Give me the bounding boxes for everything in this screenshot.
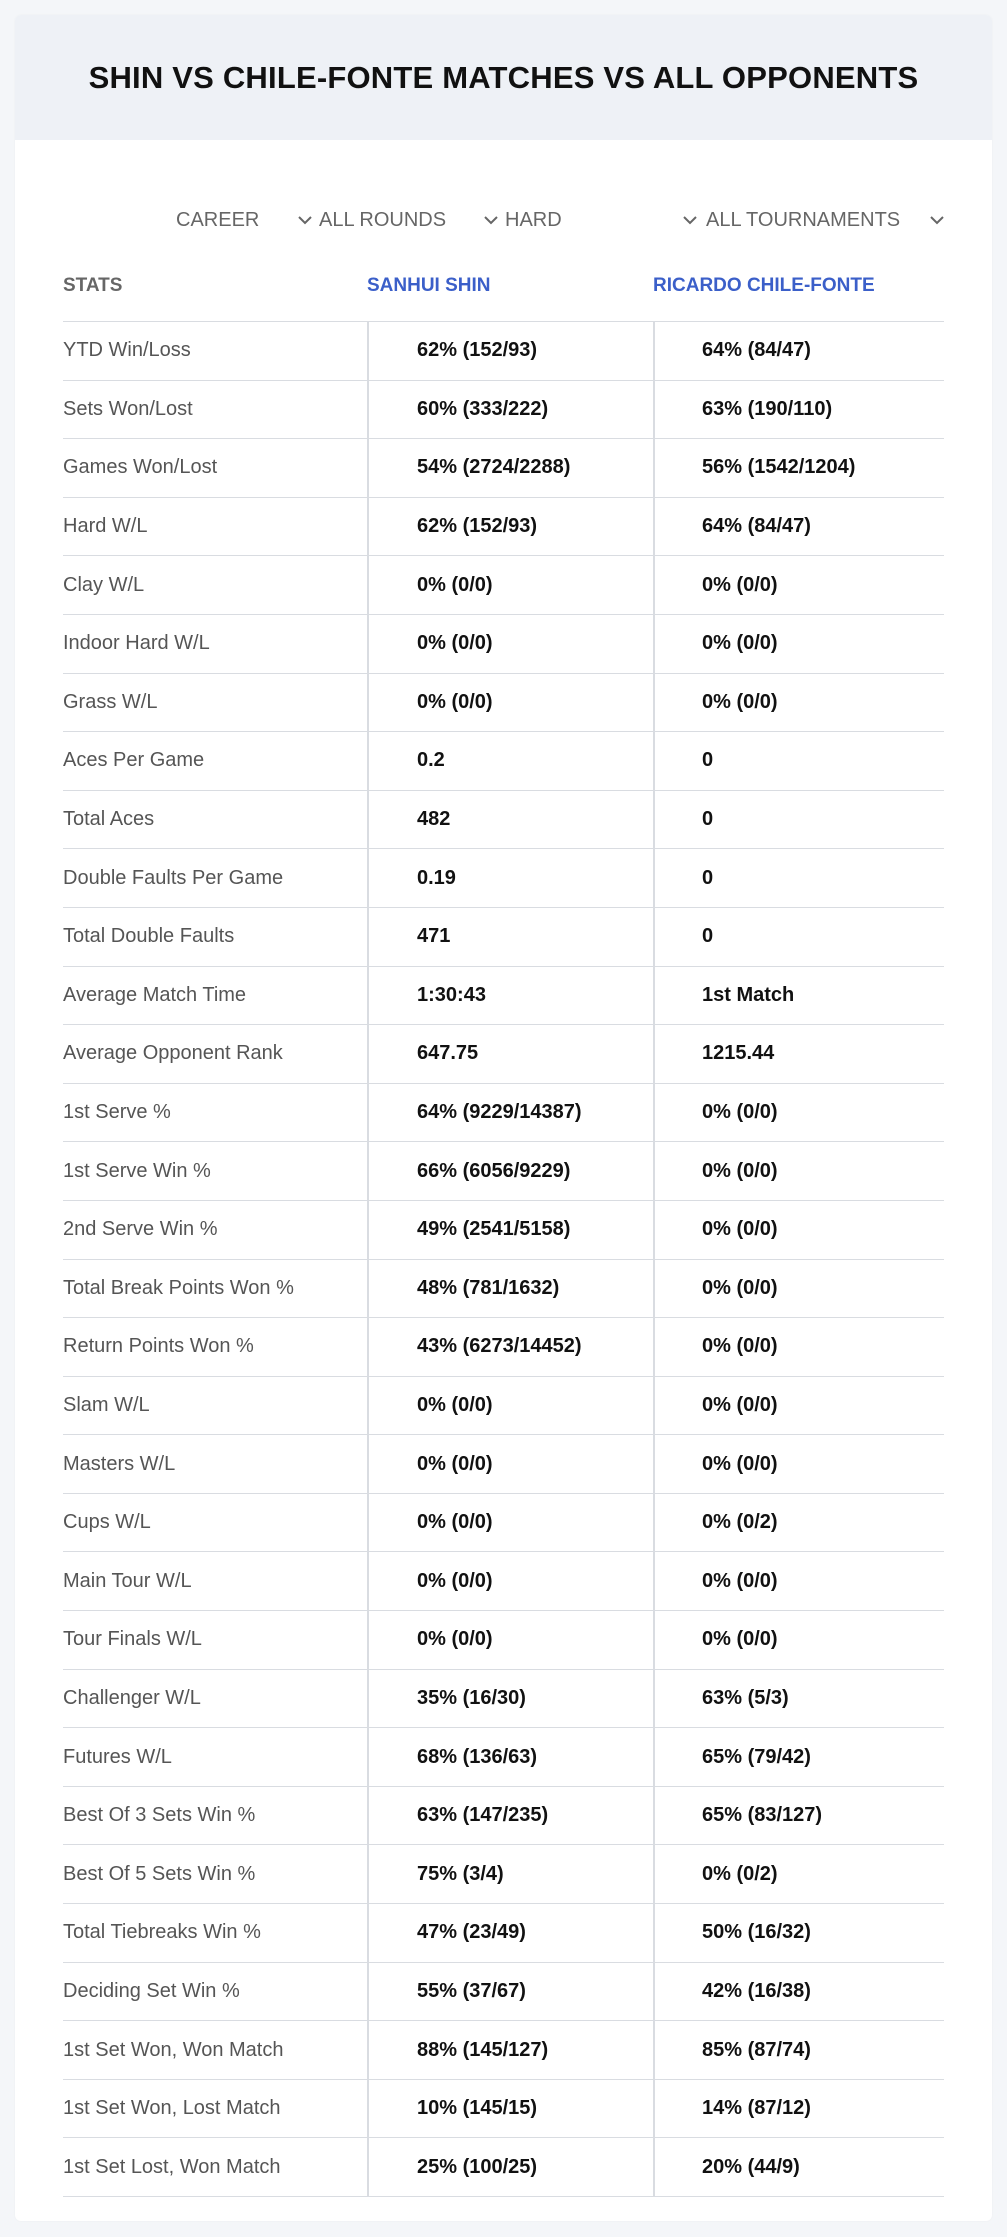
- stat-label: Aces Per Game: [63, 749, 205, 772]
- table-row: [63, 615, 944, 674]
- stat-label: Indoor Hard W/L: [63, 632, 210, 655]
- player2-value: 0% (0/2): [653, 1845, 944, 1903]
- table-row: [63, 1904, 944, 1963]
- player2-value: 0% (0/0): [653, 1084, 944, 1142]
- table-row: [63, 381, 944, 440]
- player2-value: 56% (1542/1204): [653, 439, 944, 497]
- player2-value: 64% (84/47): [653, 498, 944, 556]
- stat-label: Tour Finals W/L: [63, 1628, 202, 1651]
- player1-value: 482: [367, 791, 653, 849]
- period-select[interactable]: [176, 190, 314, 250]
- table-row: [63, 1787, 944, 1846]
- filter-bar: [15, 190, 992, 250]
- stat-label: Clay W/L: [63, 573, 145, 596]
- stat-label: Average Match Time: [63, 983, 247, 1006]
- player1-value: 68% (136/63): [367, 1728, 653, 1786]
- player1-value: 647.75: [367, 1025, 653, 1083]
- player1-value: 54% (2724/2288): [367, 439, 653, 497]
- round-select[interactable]: [319, 190, 500, 250]
- player1-link[interactable]: SANHUI SHIN: [367, 275, 491, 296]
- player1-value: 0% (0/0): [367, 1552, 653, 1610]
- player1-value: 43% (6273/14452): [367, 1318, 653, 1376]
- table-row: [63, 1494, 944, 1553]
- table-row: [63, 1728, 944, 1787]
- player1-value: 0.2: [367, 732, 653, 790]
- stat-label: 1st Serve Win %: [63, 1159, 211, 1182]
- player1-value: 55% (37/67): [367, 1963, 653, 2021]
- player1-value: 75% (3/4): [367, 1845, 653, 1903]
- stat-label: Total Double Faults: [63, 925, 235, 948]
- stat-label: Average Opponent Rank: [63, 1042, 283, 1065]
- stat-label: Challenger W/L: [63, 1686, 201, 1709]
- player1-value: 49% (2541/5158): [367, 1201, 653, 1259]
- stat-label: 2nd Serve Win %: [63, 1218, 218, 1241]
- player2-value: 0% (0/0): [653, 1377, 944, 1435]
- chevron-down-icon: [482, 211, 500, 229]
- table-row: [63, 1142, 944, 1201]
- stat-label: Double Faults Per Game: [63, 866, 284, 889]
- stats-card: [15, 15, 992, 2221]
- table-row: [63, 1201, 944, 1260]
- player1-value: 48% (781/1632): [367, 1260, 653, 1318]
- chevron-down-icon: [928, 211, 946, 229]
- table-row: [63, 322, 944, 381]
- player1-value: 60% (333/222): [367, 381, 653, 439]
- table-row: [63, 908, 944, 967]
- stat-label: Main Tour W/L: [63, 1569, 192, 1592]
- chevron-down-icon: [296, 211, 314, 229]
- stat-label: Total Tiebreaks Win %: [63, 1921, 261, 1944]
- player2-value: 63% (5/3): [653, 1670, 944, 1728]
- table-header: [63, 250, 944, 322]
- player1-value: 63% (147/235): [367, 1787, 653, 1845]
- stat-label: YTD Win/Loss: [63, 339, 191, 362]
- table-row: [63, 791, 944, 850]
- player2-value: 85% (87/74): [653, 2021, 944, 2079]
- player1-value: 35% (16/30): [367, 1670, 653, 1728]
- player2-value: 50% (16/32): [653, 1904, 944, 1962]
- player1-value: 62% (152/93): [367, 498, 653, 556]
- player1-value: 10% (145/15): [367, 2080, 653, 2138]
- player1-value: 0% (0/0): [367, 615, 653, 673]
- player2-value: 42% (16/38): [653, 1963, 944, 2021]
- chevron-down-icon: [681, 211, 699, 229]
- player1-value: 0% (0/0): [367, 1611, 653, 1669]
- player2-value: 0: [653, 791, 944, 849]
- player2-value: 0% (0/0): [653, 1435, 944, 1493]
- player2-value: 0: [653, 849, 944, 907]
- player2-value: 0% (0/0): [653, 1142, 944, 1200]
- player1-value: 471: [367, 908, 653, 966]
- player1-value: 88% (145/127): [367, 2021, 653, 2079]
- table-row: [63, 2021, 944, 2080]
- stat-label: 1st Set Lost, Won Match: [63, 2155, 281, 2178]
- table-body: [63, 322, 944, 2197]
- page-title: SHIN VS CHILE-FONTE MATCHES VS ALL OPPONENTS: [88, 59, 919, 95]
- stat-label: 1st Set Won, Lost Match: [63, 2097, 281, 2120]
- player2-value: 1st Match: [653, 967, 944, 1025]
- table-row: [63, 1845, 944, 1904]
- player2-value: 0: [653, 732, 944, 790]
- table-row: [63, 2138, 944, 2197]
- player2-value: 63% (190/110): [653, 381, 944, 439]
- table-row: [63, 849, 944, 908]
- stat-label: Hard W/L: [63, 515, 148, 538]
- player2-value: 64% (84/47): [653, 322, 944, 380]
- table-row: [63, 732, 944, 791]
- player1-value: 0.19: [367, 849, 653, 907]
- tournament-select[interactable]: [706, 190, 946, 250]
- player1-value: 0% (0/0): [367, 1377, 653, 1435]
- column-header-stats: STATS: [63, 275, 123, 296]
- stat-label: Best Of 3 Sets Win %: [63, 1804, 256, 1827]
- table-row: [63, 1670, 944, 1729]
- table-row: [63, 1260, 944, 1319]
- player2-value: 0% (0/0): [653, 1260, 944, 1318]
- player1-value: 64% (9229/14387): [367, 1084, 653, 1142]
- player2-value: 0% (0/0): [653, 1201, 944, 1259]
- player1-value: 0% (0/0): [367, 674, 653, 732]
- table-row: [63, 1025, 944, 1084]
- player2-value: 20% (44/9): [653, 2138, 944, 2196]
- player2-value: 0: [653, 908, 944, 966]
- table-row: [63, 556, 944, 615]
- page-header: [15, 15, 992, 140]
- player2-value: 65% (79/42): [653, 1728, 944, 1786]
- player1-value: 0% (0/0): [367, 1494, 653, 1552]
- tournament-select-value: ALL TOURNAMENTS: [706, 208, 901, 231]
- table-row: [63, 674, 944, 733]
- round-select-value: ALL ROUNDS: [319, 208, 447, 231]
- player2-value: 0% (0/0): [653, 1318, 944, 1376]
- stat-label: Masters W/L: [63, 1452, 176, 1475]
- table-row: [63, 498, 944, 557]
- table-row: [63, 1611, 944, 1670]
- stat-label: 1st Serve %: [63, 1101, 171, 1124]
- stat-label: Slam W/L: [63, 1393, 150, 1416]
- table-row: [63, 967, 944, 1026]
- player1-value: 66% (6056/9229): [367, 1142, 653, 1200]
- player1-value: 62% (152/93): [367, 322, 653, 380]
- table-row: [63, 1084, 944, 1143]
- table-row: [63, 1963, 944, 2022]
- player2-value: 0% (0/0): [653, 1611, 944, 1669]
- stat-label: Cups W/L: [63, 1511, 151, 1534]
- table-row: [63, 2080, 944, 2139]
- table-row: [63, 1552, 944, 1611]
- player2-value: 0% (0/0): [653, 674, 944, 732]
- player1-value: 0% (0/0): [367, 556, 653, 614]
- player2-value: 14% (87/12): [653, 2080, 944, 2138]
- player2-value: 65% (83/127): [653, 1787, 944, 1845]
- stat-label: Grass W/L: [63, 690, 158, 713]
- stats-table: [63, 250, 944, 2197]
- player2-value: 0% (0/2): [653, 1494, 944, 1552]
- player1-value: 0% (0/0): [367, 1435, 653, 1493]
- player1-value: 47% (23/49): [367, 1904, 653, 1962]
- period-select-value: CAREER: [176, 208, 260, 231]
- stat-label: Return Points Won %: [63, 1335, 254, 1358]
- table-row: [63, 1435, 944, 1494]
- stat-label: Total Break Points Won %: [63, 1276, 294, 1299]
- stat-label: Total Aces: [63, 808, 155, 831]
- stat-label: Games Won/Lost: [63, 456, 218, 479]
- stat-label: Sets Won/Lost: [63, 397, 193, 420]
- table-row: [63, 1318, 944, 1377]
- table-row: [63, 1377, 944, 1436]
- stat-label: Best Of 5 Sets Win %: [63, 1862, 256, 1885]
- player2-value: 0% (0/0): [653, 556, 944, 614]
- stat-label: Futures W/L: [63, 1745, 172, 1768]
- surface-select-value: HARD: [505, 208, 562, 231]
- stat-label: Deciding Set Win %: [63, 1979, 240, 2002]
- stat-label: 1st Set Won, Won Match: [63, 2038, 284, 2061]
- player2-value: 1215.44: [653, 1025, 944, 1083]
- table-row: [63, 439, 944, 498]
- surface-select[interactable]: [505, 190, 699, 250]
- player2-value: 0% (0/0): [653, 1552, 944, 1610]
- player1-value: 1:30:43: [367, 967, 653, 1025]
- player2-link[interactable]: RICARDO CHILE-FONTE: [653, 275, 875, 296]
- player1-value: 25% (100/25): [367, 2138, 653, 2196]
- player2-value: 0% (0/0): [653, 615, 944, 673]
